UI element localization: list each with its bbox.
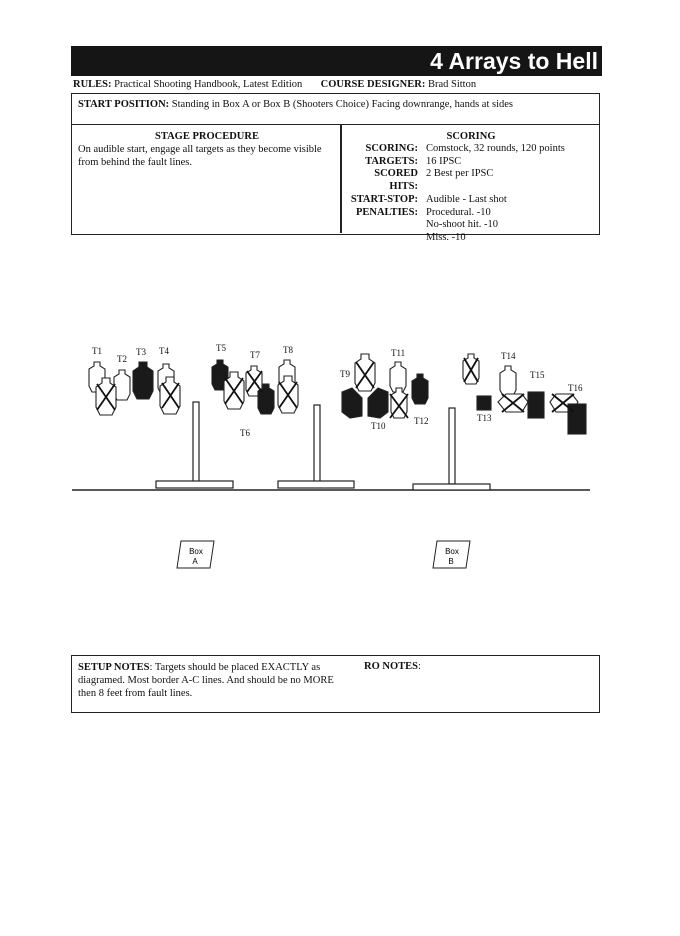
target-label: T16: [568, 383, 583, 393]
box-b-label: Box: [445, 547, 459, 556]
scoring-value: Procedural. -10: [426, 206, 491, 218]
barricade-post-3: [449, 408, 455, 484]
target-label: T6: [240, 428, 250, 438]
target-array-2: [212, 360, 298, 414]
barricade-post-1: [193, 402, 199, 482]
target-label: T9: [340, 369, 350, 379]
no-shoot-target: [133, 362, 153, 399]
scoring-key: TARGETS:: [365, 155, 418, 167]
scoring-key: SCORED HITS:: [374, 168, 418, 193]
no-shoot-target: [477, 396, 491, 410]
box-b-letter: B: [448, 557, 454, 566]
no-shoot-target: [412, 374, 428, 404]
no-shoot-target: [528, 392, 544, 418]
target-label: T12: [414, 416, 429, 426]
scoring-value: Audible - Last shot: [426, 193, 507, 205]
target-label: T4: [159, 346, 169, 356]
ro-notes-label: RO NOTES: [364, 661, 418, 672]
target-label: T1: [92, 346, 102, 356]
setup-notes-label: SETUP NOTES: [78, 662, 150, 673]
setup-notes-text: : Targets should be placed EXACTLY as diagramed. Most border A-C lines. And should be no MORE then 8 feet from fault lines.: [78, 662, 334, 699]
start-position-label: START POSITION:: [78, 99, 170, 110]
barricade-base-1: [156, 481, 233, 488]
scoring-value: 16 IPSC: [426, 155, 462, 167]
scoring-value: Miss. -10: [426, 231, 466, 243]
stage-procedure-heading: STAGE PROCEDURE: [155, 131, 259, 142]
scoring-key: PENALTIES:: [355, 206, 418, 218]
designer-value: Brad Sitton: [427, 79, 477, 90]
target-label: T15: [530, 370, 545, 380]
setup-notes: [78, 661, 338, 700]
barricade-post-2: [314, 405, 320, 482]
scoring-value: No-shoot hit. -10: [426, 219, 499, 231]
target-label: T14: [501, 351, 516, 361]
scoring-value: 2 Best per IPSC: [426, 168, 494, 180]
target-array-3: [342, 354, 428, 418]
ipsc-target: [500, 366, 516, 396]
box-a-letter: A: [192, 557, 198, 566]
start-position-value: Standing in Box A or Box B (Shooters Choice) Facing downrange, hands at sides: [171, 99, 514, 110]
barricade-base-2: [278, 481, 354, 488]
box-a-label: Box: [189, 547, 203, 556]
barricade-base-3: [413, 484, 490, 490]
stage-procedure-text: On audible start, engage all targets as they become visible from behind the fault lines.: [78, 144, 322, 168]
target-label: T2: [117, 354, 127, 364]
ro-notes: [364, 661, 421, 672]
target-label: T8: [283, 345, 293, 355]
target-label: T10: [371, 421, 386, 431]
rules-label: RULES:: [73, 79, 112, 90]
scoring-key: START-STOP:: [350, 193, 418, 205]
scoring-value: Comstock, 32 rounds, 120 points: [426, 143, 565, 154]
target-label: T11: [391, 348, 406, 358]
target-label: T3: [136, 347, 146, 357]
target-label: T5: [216, 343, 226, 353]
designer-label: COURSE DESIGNER:: [320, 79, 426, 90]
rules-value: Practical Shooting Handbook, Latest Edition: [114, 79, 303, 90]
no-shoot-target: [342, 388, 362, 418]
notes-box: [71, 655, 600, 713]
target-label: T13: [477, 413, 492, 423]
ro-notes-text: :: [417, 661, 421, 672]
no-shoot-target: [368, 388, 388, 418]
stage-title: 4 Arrays to Hell: [71, 46, 602, 76]
scoring-key: SCORING:: [365, 143, 418, 154]
scoring-heading: SCORING: [446, 131, 496, 142]
target-label: T7: [250, 350, 260, 360]
